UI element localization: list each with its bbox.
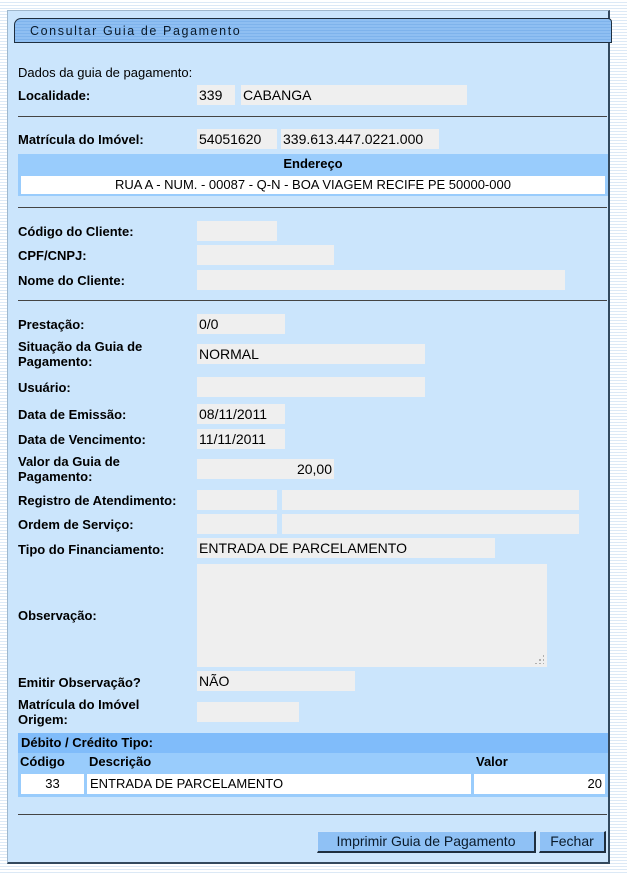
emitir-label: Emitir Observação? [18,675,141,690]
ordem-label: Ordem de Serviço: [18,517,134,532]
nome-cliente-field[interactable] [197,270,565,290]
localidade-name-field[interactable]: CABANGA [241,85,467,105]
table-header [18,753,608,771]
cpf-label: CPF/CNPJ: [18,248,87,263]
close-button[interactable]: Fechar [539,831,606,853]
resize-grip-icon[interactable] [534,654,544,664]
usuario-label: Usuário: [18,380,71,395]
matricula-label: Matrícula do Imóvel: [18,132,144,147]
divider [18,300,607,301]
ordem-code-field[interactable] [197,514,277,534]
emissao-field[interactable]: 08/11/2011 [197,404,285,424]
situacao-field[interactable]: NORMAL [197,344,425,364]
registro-desc-field[interactable] [282,490,579,510]
title-bar [14,18,612,43]
divider [18,116,607,117]
registro-label: Registro de Atendimento: [18,493,177,508]
print-guia-button[interactable]: Imprimir Guia de Pagamento [317,831,536,853]
page-title: Consultar Guia de Pagamento [30,24,242,38]
matricula-field[interactable]: 54051620 [197,129,277,149]
section-intro: Dados da guia de pagamento: [18,65,193,80]
codigo-cliente-field[interactable] [197,221,277,241]
localidade-code-field[interactable]: 339 [197,85,235,105]
form-panel [7,10,610,864]
vencimento-field[interactable]: 11/11/2011 [197,429,285,449]
codigo-cliente-label: Código do Cliente: [18,224,134,239]
valor-label: Valor da Guia de Pagamento: [18,454,120,484]
emissao-label: Data de Emissão: [18,407,127,422]
cell-valor: 20 [474,774,605,794]
vencimento-label: Data de Vencimento: [18,432,146,447]
origem-field[interactable] [197,702,299,722]
column-header-valor: Valor [476,754,508,769]
divider [18,207,607,208]
ordem-desc-field[interactable] [282,514,579,534]
prestacao-label: Prestação: [18,317,85,332]
observacao-label: Observação: [18,608,97,623]
inscricao-field[interactable]: 339.613.447.0221.000 [281,129,439,149]
debito-credito-table [18,733,608,797]
tipo-field[interactable]: ENTRADA DE PARCELAMENTO [197,538,495,558]
column-header-codigo: Código [20,754,65,769]
usuario-field[interactable] [197,377,425,397]
localidade-label: Localidade: [18,88,91,103]
situacao-label: Situação da Guia de Pagamento: [18,339,143,369]
endereco-value: RUA A - NUM. - 00087 - Q-N - BOA VIAGEM RECIFE PE 50000-000 [21,176,605,194]
prestacao-field[interactable]: 0/0 [197,314,285,334]
emitir-field[interactable]: NÃO [197,671,355,691]
origem-label: Matrícula do Imóvel Origem: [18,697,140,727]
endereco-header: Endereço [18,154,608,174]
cpf-field[interactable] [197,245,334,265]
valor-field[interactable]: 20,00 [197,459,334,479]
endereco-box [18,174,608,196]
column-header-descricao: Descrição [89,754,152,769]
nome-cliente-label: Nome do Cliente: [18,273,125,288]
divider [18,814,607,815]
table-title: Débito / Crédito Tipo: [18,733,608,753]
cell-codigo: 33 [21,774,84,794]
cell-descricao: ENTRADA DE PARCELAMENTO [87,774,471,794]
observacao-textarea[interactable] [197,564,547,667]
table-row [18,771,608,797]
registro-code-field[interactable] [197,490,277,510]
tipo-label: Tipo do Financiamento: [18,542,165,557]
